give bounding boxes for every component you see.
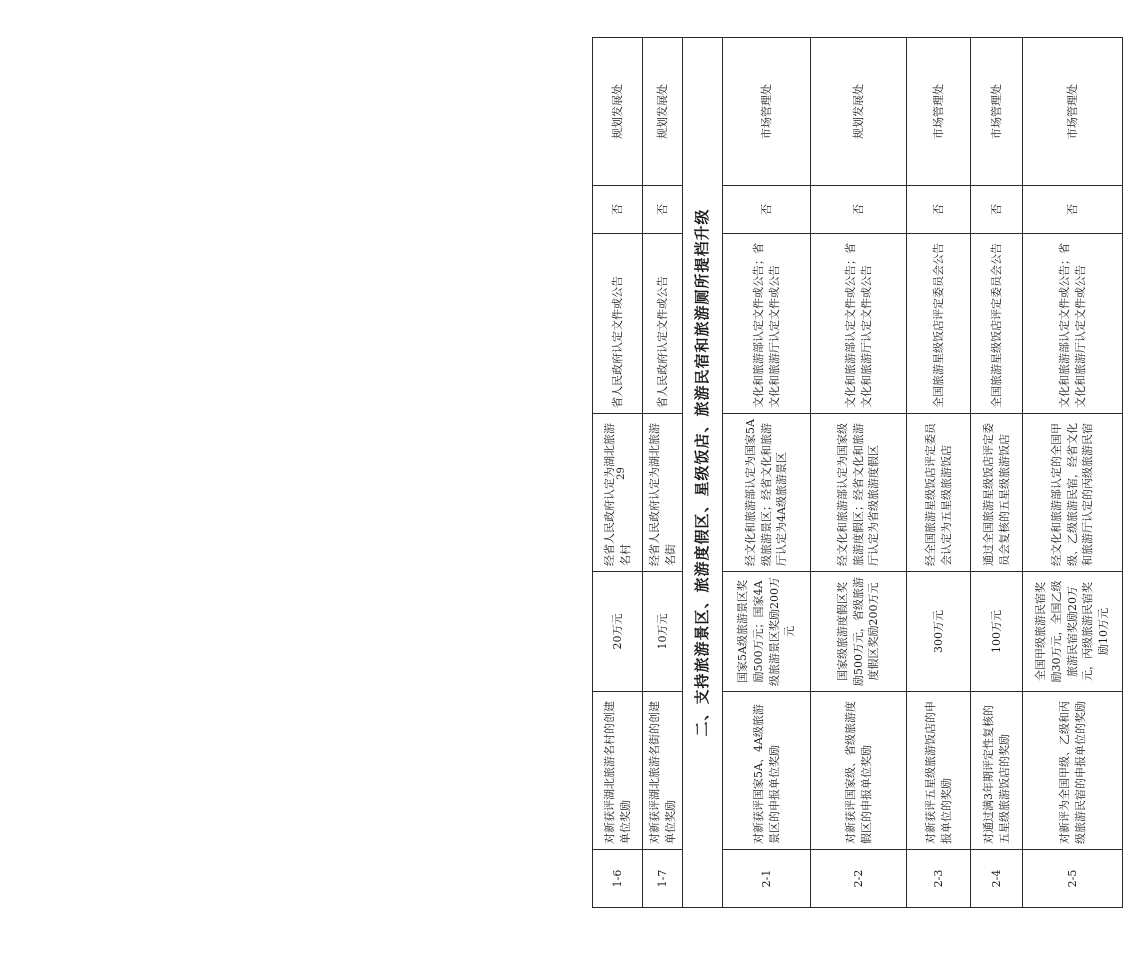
item-description-cell: 对新获评湖北旅游名街的创建单位奖励 [643,692,683,850]
item-number-cell: 2-3 [907,850,971,908]
supporting-document-cell: 文化和旅游部认定文件或公告；省文化和旅游厅认定文件或公告 [1023,234,1123,414]
item-number-cell: 1-7 [643,850,683,908]
eligibility-basis-cell: 经文化和旅游部认定为国家级旅游度假区；经省文化和旅游厅认定为省级旅游度假区 [811,414,907,572]
award-amount-cell: 全国甲级旅游民宿奖励30万元，全国乙级旅游民宿奖励20万元，丙级旅游民宿奖励10万元 [1023,572,1123,692]
supporting-document-cell: 全国旅游星级饭店评定委员会公告 [907,234,971,414]
page-number: 29 [615,467,627,480]
responsible-department-cell: 市场管理处 [1023,38,1123,186]
award-amount-cell: 国家级旅游度假区奖励500万元，省级旅游度假区奖励200万元 [811,572,907,692]
duplicate-flag-cell: 否 [907,186,971,234]
duplicate-flag-cell: 否 [811,186,907,234]
rotated-page-content [592,38,1122,908]
item-description-cell: 对新获评五星级旅游饭店的申报单位的奖励 [907,692,971,850]
item-description-cell: 对新获评湖北旅游名村的创建单位奖励 [593,692,643,850]
eligibility-basis-cell: 经省人民政府认定为湖北旅游名街 [643,414,683,572]
table-row [811,38,907,908]
eligibility-basis-cell: 通过全国旅游星级饭店评定委员会复核的五星级旅游饭店 [971,414,1023,572]
duplicate-flag-cell: 否 [1023,186,1123,234]
eligibility-basis-cell: 经全国旅游星级饭店评定委员会认定为五星级旅游饭店 [907,414,971,572]
duplicate-flag-cell: 否 [643,186,683,234]
table-row [907,38,971,908]
policy-table [592,37,1123,908]
supporting-document-cell: 文化和旅游部认定文件或公告；省文化和旅游厅认定文件或公告 [811,234,907,414]
table-row [723,38,811,908]
item-number-cell: 2-4 [971,850,1023,908]
section-heading-row [683,38,723,908]
responsible-department-cell: 规划发展处 [811,38,907,186]
award-amount-cell: 100万元 [971,572,1023,692]
table-row [643,38,683,908]
item-number-cell: 1-6 [593,850,643,908]
eligibility-basis-cell: 经省人民政府认定为湖北旅游名村 [593,414,643,572]
item-number-cell: 2-5 [1023,850,1123,908]
responsible-department-cell: 市场管理处 [723,38,811,186]
responsible-department-cell: 市场管理处 [907,38,971,186]
item-number-cell: 2-2 [811,850,907,908]
award-amount-cell: 20万元 [593,572,643,692]
award-amount-cell: 国家5A级旅游景区奖励500万元；国家4A级旅游景区奖励200万元 [723,572,811,692]
duplicate-flag-cell: 否 [723,186,811,234]
responsible-department-cell: 规划发展处 [643,38,683,186]
table-row [1023,38,1123,908]
eligibility-basis-cell: 经文化和旅游部认定为国家5A级旅游景区；经省文化和旅游厅认定为4A级旅游景区 [723,414,811,572]
duplicate-flag-cell: 否 [593,186,643,234]
award-amount-cell: 10万元 [643,572,683,692]
section-heading: 二、支持旅游景区、旅游度假区、星级饭店、旅游民宿和旅游厕所提档升级 [683,38,723,908]
responsible-department-cell: 规划发展处 [593,38,643,186]
responsible-department-cell: 市场管理处 [971,38,1023,186]
item-description-cell: 对通过满3年期评定性复核的五星级旅游饭店的奖励 [971,692,1023,850]
award-amount-cell: 300万元 [907,572,971,692]
table-row [971,38,1023,908]
item-description-cell: 对新获评国家级、省级旅游度假区的申报单位奖励 [811,692,907,850]
eligibility-basis-cell: 经文化和旅游部认定的全国甲级、乙级旅游民宿，经省文化和旅游厅认定的丙级旅游民宿 [1023,414,1123,572]
item-description-cell: 对新评为全国甲级、乙级和丙级旅游民宿的申报单位的奖励 [1023,692,1123,850]
supporting-document-cell: 文化和旅游部认定文件或公告；省文化和旅游厅认定文件或公告 [723,234,811,414]
supporting-document-cell: 省人民政府认定文件或公告 [593,234,643,414]
item-number-cell: 2-1 [723,850,811,908]
item-description-cell: 对新获评国家5A、4A级旅游景区的申报单位奖励 [723,692,811,850]
duplicate-flag-cell: 否 [971,186,1023,234]
supporting-document-cell: 省人民政府认定文件或公告 [643,234,683,414]
supporting-document-cell: 全国旅游星级饭店评定委员会公告 [971,234,1023,414]
